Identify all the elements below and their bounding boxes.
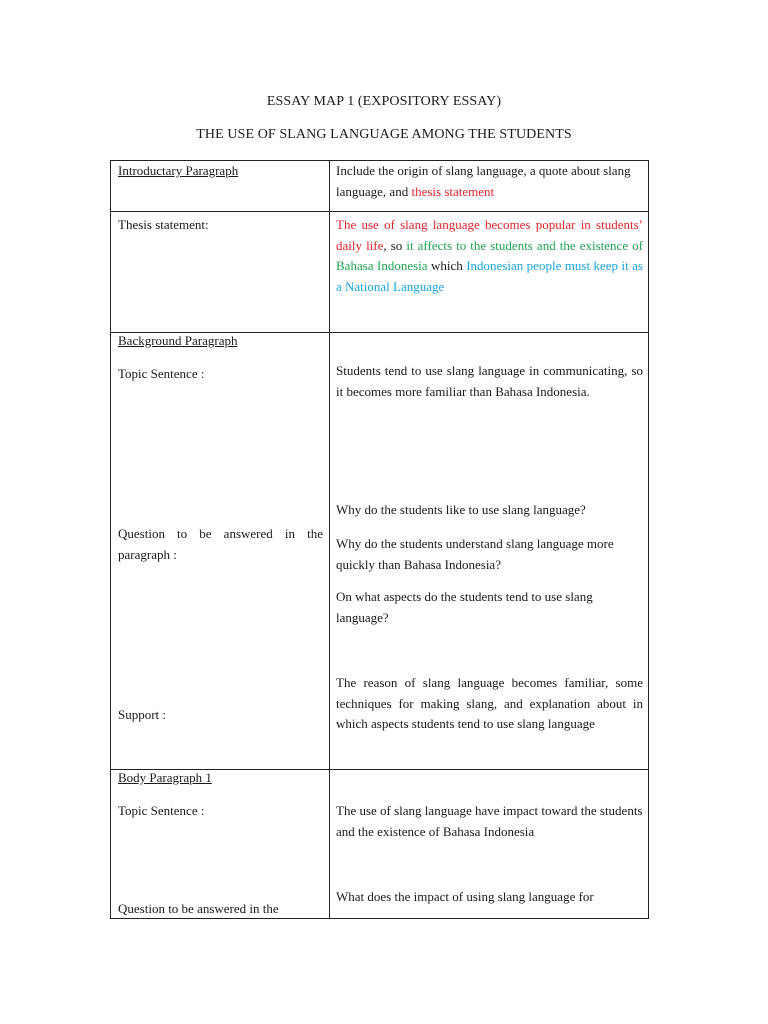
intro-text-highlight: thesis statement (411, 183, 495, 199)
thesis-plain-segment: , so (383, 237, 407, 253)
body1-topic-label: Topic Sentence : (118, 803, 205, 818)
background-topic-text: Students tend to use slang language in communicating, so it becomes more familiar than Bahasa Indonesia. (336, 363, 643, 399)
body1-question-1: What does the impact of using slang language for (336, 889, 594, 904)
document-subtitle: THE USE OF SLANG LANGUAGE AMONG THE STUDENTS (196, 127, 572, 142)
thesis-text (336, 215, 643, 297)
thesis-blue-segment: Indonesian people must keep it as a National Language (336, 258, 643, 294)
background-support-label: Support : (118, 707, 167, 722)
row-divider (111, 211, 648, 212)
background-topic-label: Topic Sentence : (118, 366, 205, 381)
column-divider (329, 161, 330, 918)
background-question-3: On what aspects do the students tend to use slang language? (336, 589, 593, 625)
background-question-2: Why do the students understand slang language more quickly than Bahasa Indonesia? (336, 536, 614, 572)
thesis-plain-segment-2: which (427, 258, 467, 274)
thesis-red-segment: The use of slang language becomes popular in students’ daily life (336, 217, 643, 253)
intro-text-plain: Include the origin of slang language, a quote about slang language, and (336, 163, 631, 199)
essay-map-table (110, 160, 649, 919)
body1-topic-text: The use of slang language have impact toward the students and the existence of Bahasa Indonesia (336, 803, 643, 839)
background-label: Background Paragraph (118, 333, 238, 348)
body1-label: Body Paragraph 1 (118, 770, 212, 785)
intro-text (336, 161, 643, 202)
background-question-label: Question to be answered in the paragraph : (118, 526, 323, 562)
thesis-label: Thesis statement: (118, 217, 209, 232)
body1-question-label: Question to be answered in the (118, 901, 279, 916)
background-question-1: Why do the students like to use slang language? (336, 502, 586, 517)
thesis-green-segment: it affects to the students and the existence of Bahasa Indonesia (336, 237, 643, 274)
background-support-text: The reason of slang language becomes familiar, some techniques for making slang, and explanation about in which aspects students tend to use slang language (336, 675, 643, 732)
intro-label: Introductary Paragraph (118, 163, 239, 178)
document-title: ESSAY MAP 1 (EXPOSITORY ESSAY) (266, 94, 502, 109)
